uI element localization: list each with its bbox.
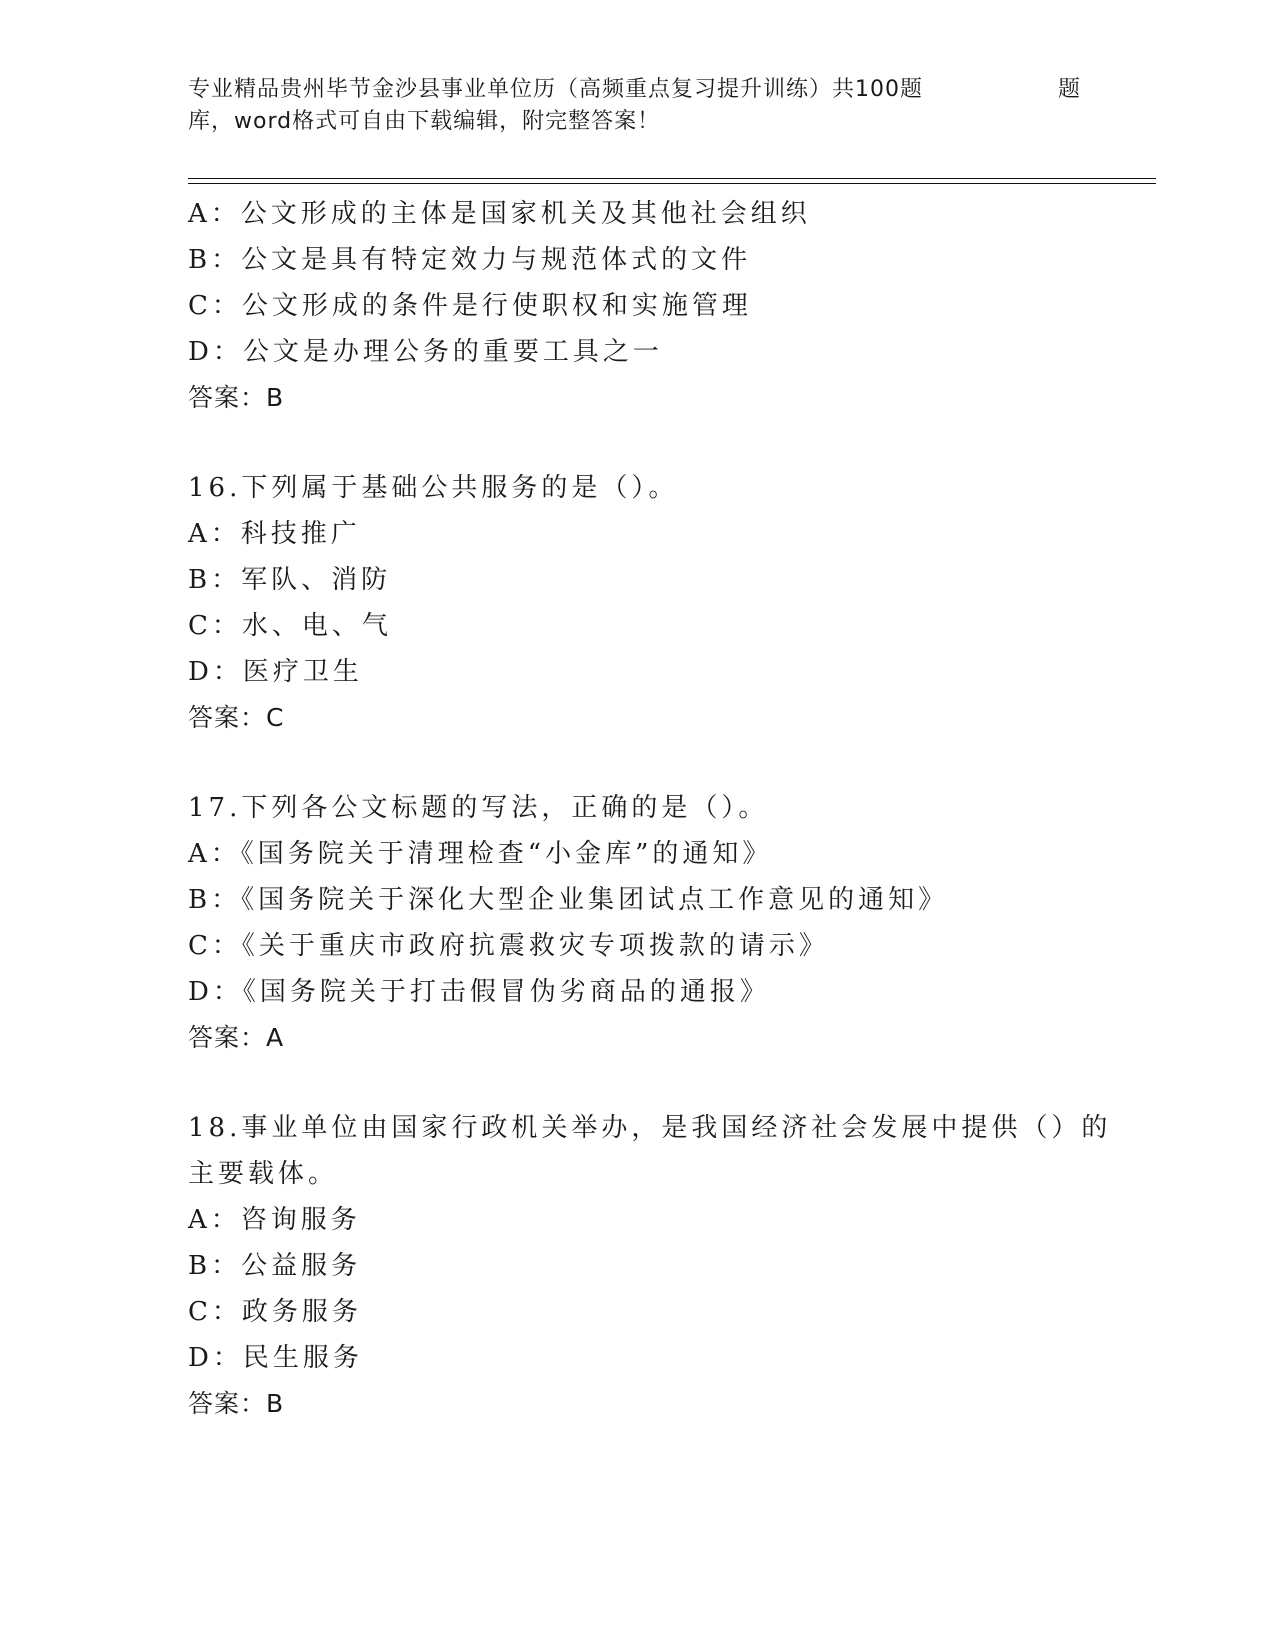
- question-18: [188, 1105, 1112, 1427]
- option-c: C：政务服务: [188, 1297, 362, 1327]
- option-d: D：医疗卫生: [188, 657, 363, 687]
- option-a: A：公文形成的主体是国家机关及其他社会组织: [188, 199, 811, 229]
- option-a: A：《国务院关于清理检查“小金库”的通知》: [188, 839, 773, 869]
- option-b: B：公文是具有特定效力与规范体式的文件: [188, 245, 752, 275]
- answer-line: 答案：B: [188, 383, 285, 412]
- option-d: D：民生服务: [188, 1343, 363, 1373]
- spacer: [188, 741, 1088, 785]
- question-text: 16.下列属于基础公共服务的是（）。: [188, 473, 679, 503]
- header-divider-bottom: [188, 183, 1156, 184]
- spacer: [188, 1061, 1088, 1105]
- answer-line: 答案：C: [188, 703, 285, 732]
- option-b: B：军队、消防: [188, 565, 392, 595]
- question-15-tail: [188, 191, 1088, 421]
- option-a: A：科技推广: [188, 519, 361, 549]
- question-list: [188, 191, 1112, 1427]
- question-17: [188, 785, 1088, 1061]
- option-b: B：《国务院关于深化大型企业集团试点工作意见的通知》: [188, 885, 949, 915]
- option-d: D：公文是办理公务的重要工具之一: [188, 337, 663, 367]
- option-c: C：《关于重庆市政府抗震救灾专项拨款的请示》: [188, 931, 829, 961]
- question-text-line1: 18.事业单位由国家行政机关举办，是我国经济社会发展中提供（）的: [188, 1113, 1112, 1143]
- header-title-line2: 库，word格式可自由下载编辑，附完整答案！: [188, 109, 661, 134]
- answer-line: 答案：B: [188, 1389, 285, 1418]
- option-b: B：公益服务: [188, 1251, 362, 1281]
- option-a: A：咨询服务: [188, 1205, 361, 1235]
- option-d: D：《国务院关于打击假冒伪劣商品的通报》: [188, 977, 770, 1007]
- answer-line: 答案：A: [188, 1023, 285, 1052]
- spacer: [188, 421, 1088, 465]
- option-c: C：公文形成的条件是行使职权和实施管理: [188, 291, 752, 321]
- question-text: 17.下列各公文标题的写法，正确的是（）。: [188, 793, 769, 823]
- header-divider-top: [188, 178, 1156, 179]
- header-title-tail: 题: [1058, 77, 1082, 102]
- header-title-line1: 专业精品贵州毕节金沙县事业单位历（高频重点复习提升训练）共100题: [188, 77, 923, 102]
- question-16: [188, 465, 1088, 741]
- question-text-line2: 主要载体。: [188, 1159, 339, 1189]
- document-header: [188, 74, 1088, 138]
- option-c: C：水、电、气: [188, 611, 392, 641]
